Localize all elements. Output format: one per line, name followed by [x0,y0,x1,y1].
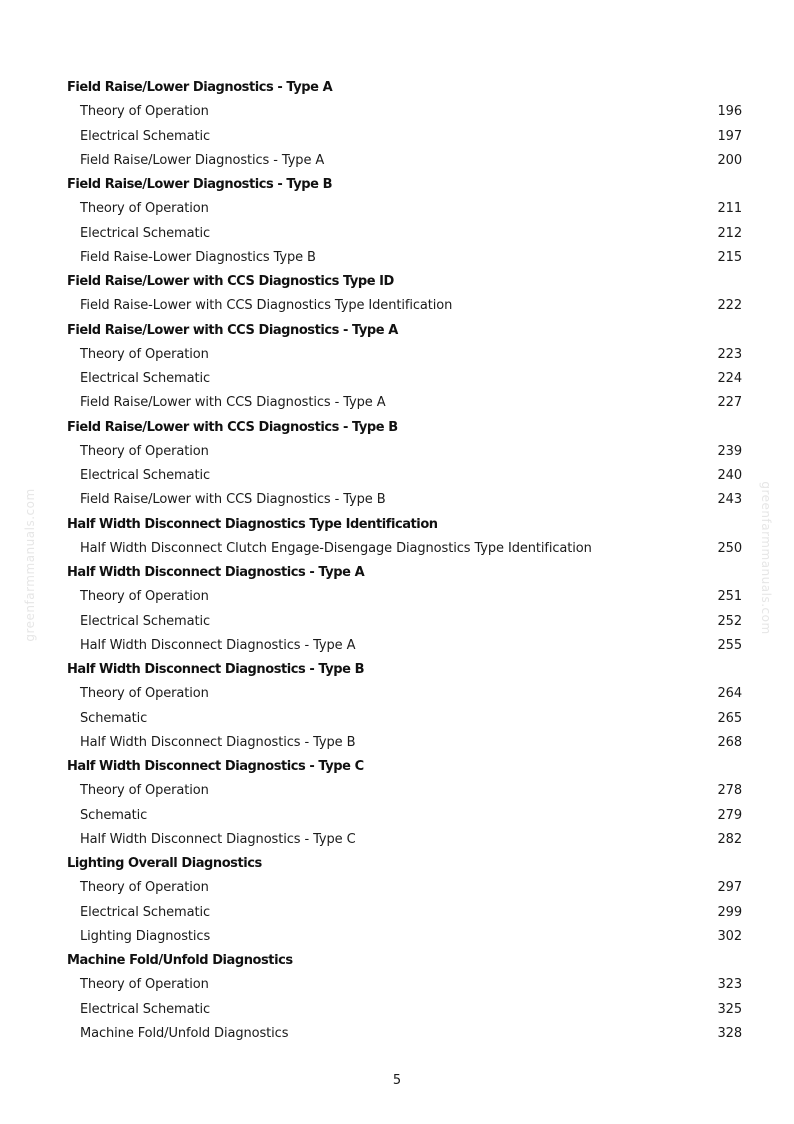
toc-entry[interactable] [67,828,743,852]
toc-entry[interactable] [67,707,743,731]
toc-entry-label: Lighting Diagnostics [80,928,211,944]
watermark-right: greenfarmmanuals.com [759,481,773,635]
toc-entry-page-number: 297 [717,880,742,896]
toc-entry-page-number: 223 [717,346,742,362]
toc-entry-label: Half Width Disconnect Clutch Engage-Disengage Diagnostics Type Identification [80,540,592,556]
toc-entry-page-number: 279 [717,807,742,823]
page-number: 5 [392,1073,402,1088]
toc-entry[interactable] [67,876,743,900]
toc-entry-page-number: 240 [717,468,742,483]
toc-entry[interactable] [67,1022,743,1046]
toc-entry-label: Field Raise/Lower Diagnostics - Type A [80,152,325,168]
toc-entry-page-number: 250 [717,540,742,556]
toc-section-heading[interactable]: Half Width Disconnect Diagnostics - Type C [67,759,364,774]
toc-entry-label: Half Width Disconnect Diagnostics - Type B [80,734,356,750]
toc-entry-label: Theory of Operation [80,783,209,799]
toc-entry[interactable] [67,343,743,367]
toc-entry[interactable] [67,246,743,270]
toc-entry[interactable] [67,998,743,1022]
toc-entry-label: Theory of Operation [80,104,209,120]
toc-entry-page-number: 265 [717,710,742,726]
toc-entry[interactable] [67,779,743,803]
toc-section-heading[interactable]: Half Width Disconnect Diagnostics - Type A [67,565,365,580]
table-of-contents [67,76,743,1046]
toc-entry-page-number: 200 [717,152,742,168]
toc-entry[interactable] [67,294,743,318]
toc-entry-page-number: 222 [717,298,742,314]
toc-entry-page-number: 251 [717,589,742,605]
toc-section-heading[interactable]: Field Raise/Lower with CCS Diagnostics - Type B [67,419,398,435]
toc-entry-label: Electrical Schematic [80,225,211,241]
toc-entry-label: Electrical Schematic [80,613,211,629]
toc-entry-label: Field Raise-Lower Diagnostics Type B [80,249,316,265]
toc-entry-label: Half Width Disconnect Diagnostics - Type A [80,637,356,653]
toc-section-heading[interactable]: Field Raise/Lower with CCS Diagnostics Type ID [67,274,394,289]
toc-entry-page-number: 323 [717,977,742,993]
toc-entry[interactable] [67,634,743,658]
toc-section-heading[interactable]: Half Width Disconnect Diagnostics Type Identification [67,516,438,532]
toc-entry[interactable] [67,925,743,949]
toc-entry-label: Electrical Schematic [80,468,211,483]
toc-entry[interactable] [67,901,743,925]
toc-entry-page-number: 255 [717,637,742,653]
toc-entry[interactable] [67,488,743,512]
toc-entry[interactable] [67,222,743,246]
toc-entry-label: Schematic [80,807,148,823]
toc-entry-label: Theory of Operation [80,589,209,605]
toc-entry[interactable] [67,149,743,173]
toc-entry-label: Field Raise/Lower with CCS Diagnostics - Type B [80,492,386,508]
toc-entry-label: Theory of Operation [80,346,209,362]
toc-entry-page-number: 252 [717,613,742,629]
toc-section-heading[interactable]: Field Raise/Lower Diagnostics - Type B [67,177,333,192]
toc-entry-page-number: 211 [717,201,742,217]
toc-entry-label: Field Raise-Lower with CCS Diagnostics Type Identification [80,298,453,314]
toc-entry-label: Electrical Schematic [80,128,211,144]
toc-entry-page-number: 328 [717,1025,742,1041]
toc-entry-page-number: 268 [717,734,742,750]
toc-entry[interactable] [67,125,743,149]
toc-entry-page-number: 282 [717,831,742,847]
toc-entry-page-number: 224 [717,371,742,386]
toc-entry-page-number: 215 [717,249,742,265]
toc-entry[interactable] [67,391,743,415]
toc-entry[interactable] [67,537,743,561]
toc-entry[interactable] [67,585,743,609]
toc-entry[interactable] [67,464,743,488]
toc-section-heading[interactable]: Lighting Overall Diagnostics [67,856,262,871]
toc-entry-page-number: 278 [717,783,742,799]
toc-section-heading[interactable]: Field Raise/Lower with CCS Diagnostics - Type A [67,322,398,338]
toc-entry-label: Schematic [80,710,148,726]
toc-entry-label: Theory of Operation [80,443,209,459]
toc-entry[interactable] [67,367,743,391]
toc-entry-label: Theory of Operation [80,201,209,217]
toc-entry-page-number: 212 [717,225,742,241]
toc-entry-page-number: 239 [717,443,742,459]
toc-entry-page-number: 227 [717,395,742,411]
toc-section-heading[interactable]: Half Width Disconnect Diagnostics - Type B [67,662,365,677]
toc-entry[interactable] [67,440,743,464]
toc-entry-label: Electrical Schematic [80,904,211,920]
toc-entry-label: Field Raise/Lower with CCS Diagnostics - Type A [80,395,386,411]
toc-entry[interactable] [67,973,743,997]
toc-entry-label: Theory of Operation [80,977,209,993]
toc-entry[interactable] [67,804,743,828]
toc-entry-label: Electrical Schematic [80,371,211,386]
toc-entry-page-number: 196 [717,104,742,120]
toc-section-heading[interactable]: Machine Fold/Unfold Diagnostics [67,953,293,968]
toc-entry[interactable] [67,100,743,124]
toc-entry-page-number: 197 [717,128,742,144]
watermark-left: greenfarmmanuals.com [23,488,37,642]
toc-section-heading[interactable]: Field Raise/Lower Diagnostics - Type A [67,80,333,95]
toc-entry-label: Machine Fold/Unfold Diagnostics [80,1025,289,1041]
toc-entry-page-number: 302 [717,928,742,944]
toc-entry-label: Half Width Disconnect Diagnostics - Type C [80,831,356,847]
toc-entry-page-number: 243 [717,492,742,508]
toc-entry-label: Theory of Operation [80,686,209,702]
toc-entry-page-number: 299 [717,904,742,920]
toc-entry[interactable] [67,197,743,221]
toc-entry-label: Theory of Operation [80,880,209,896]
toc-entry-label: Electrical Schematic [80,1001,211,1017]
toc-entry-page-number: 264 [717,686,742,702]
toc-entry[interactable] [67,682,743,706]
toc-entry-page-number: 325 [717,1001,742,1017]
toc-entry[interactable] [67,610,743,634]
toc-entry[interactable] [67,731,743,755]
